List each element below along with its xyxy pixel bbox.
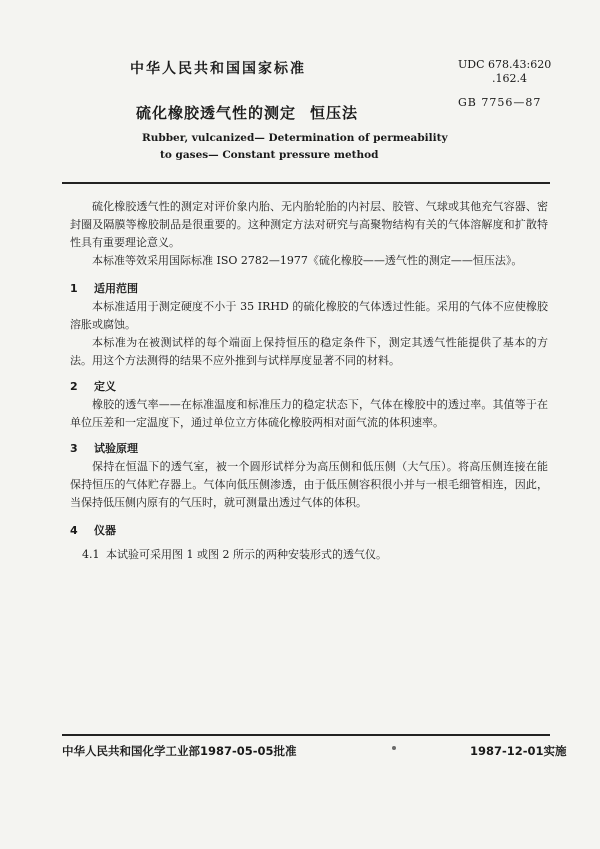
udc-code-line1: UDC 678.43:620	[458, 58, 552, 71]
section-title: 仪器	[94, 524, 116, 537]
section-number: 1	[70, 282, 78, 295]
footer-divider	[62, 734, 550, 736]
section-number: 4	[70, 524, 78, 537]
title-cn-method: 恒压法	[310, 104, 359, 122]
intro-paragraph-1: 硫化橡胶透气性的测定对评价象内胎、无内胎轮胎的内衬层、胶管、气球或其他充气容器、密封圈及隔膜等橡胶制品是很重要的。这种测定方法对研究与高聚物结构有关的气体溶解度和扩散特性具有重要理论意义。	[70, 200, 548, 249]
section-number: 3	[70, 442, 78, 455]
section-title: 适用范围	[94, 282, 138, 295]
section-4-heading	[70, 522, 116, 538]
section-3-paragraph-1: 保持在恒温下的透气室，被一个圆形试样分为高压侧和低压侧（大气压）。将高压侧连接在能保持恒压的气体贮存器上。气体向低压侧渗透，由于低压侧容积很小并与一根毛细管相连，因此，当保持低压侧内原有的气压时，就可测量出透过气体的体积。	[70, 460, 548, 509]
effective-date-line: 1987-12-01实施	[470, 744, 567, 758]
standard-org-header: 中华人民共和国国家标准	[130, 61, 306, 77]
section-title: 试验原理	[94, 442, 138, 455]
clause-number: 4.1	[82, 548, 100, 561]
section-title: 定义	[94, 380, 116, 393]
document-title-en-line1: Rubber, vulcanized— Determination of permeability	[142, 132, 448, 144]
clause-text: 本试验可采用图 1 或图 2 所示的两种安装形式的透气仪。	[106, 548, 387, 561]
clause-4-1	[82, 546, 548, 564]
section-3-heading	[70, 440, 138, 456]
section-2-paragraph-1: 橡胶的透气率——在标准温度和标准压力的稳定状态下，气体在橡胶中的透过率。其值等于在单位压差和一定温度下，通过单位立方体硫化橡胶两相对面气流的体积速率。	[70, 398, 548, 429]
document-title-en-line2: to gases— Constant pressure method	[160, 149, 379, 161]
section-1-paragraph-2: 本标准为在被测试样的每个端面上保持恒压的稳定条件下，测定其透气性能提供了基本的方法。用这个方法测得的结果不应外推到与试样厚度显著不同的材料。	[70, 336, 548, 367]
udc-code-line2: .162.4	[492, 72, 527, 85]
title-cn-main: 硫化橡胶透气性的测定	[136, 104, 297, 122]
section-1-heading	[70, 280, 138, 296]
intro-paragraph-2: 本标准等效采用国际标准 ISO 2782—1977《硫化橡胶——透气性的测定——恒压法》。	[92, 254, 523, 267]
header-divider	[62, 182, 550, 184]
section-1-paragraph-1: 本标准适用于测定硬度不小于 35 IRHD 的硫化橡胶的气体透过性能。采用的气体不应使橡胶溶胀或腐蚀。	[70, 300, 548, 331]
gb-standard-number: GB 7756—87	[458, 96, 542, 109]
stamp-mark	[392, 746, 396, 750]
approval-line: 中华人民共和国化学工业部1987-05-05批准	[62, 744, 297, 758]
section-number: 2	[70, 380, 78, 393]
section-2-heading	[70, 378, 116, 394]
document-title-cn	[136, 102, 358, 123]
